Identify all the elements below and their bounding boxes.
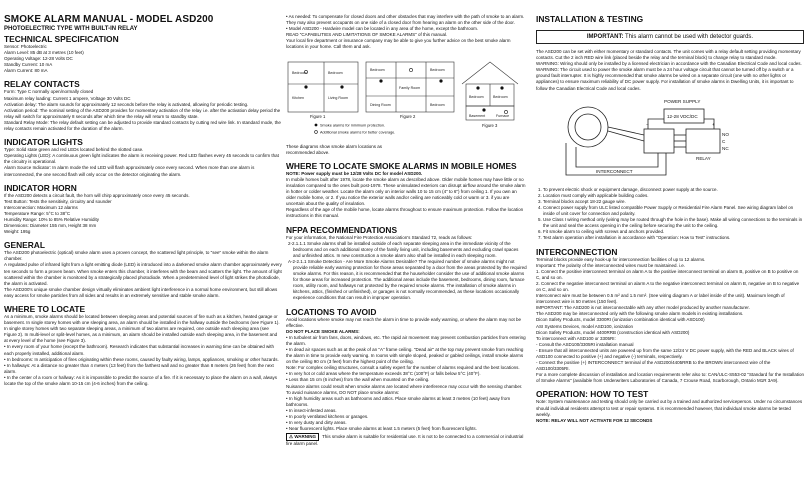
power-supply-label: POWER SUPPLY bbox=[664, 98, 701, 104]
mobile-note: NOTE: Power supply must be 12/28 Volts DC for model ASD200. bbox=[286, 170, 423, 176]
text-line: 1. To prevent electric shock or equipment damage, disconnect power supply at the source. bbox=[538, 186, 718, 192]
important-text: This alarm cannot be used with detector guards. bbox=[625, 34, 754, 40]
text-line: • In poorly ventilated kitchens or garages. bbox=[286, 414, 369, 420]
column-middle bbox=[286, 14, 527, 482]
text-line: - Connect the positive (+) INTERCONNECT terminal of the ASD200/4405RRB to the BROWN interconnect wire of the ASD100/3305RI. bbox=[536, 360, 771, 372]
text-line: Important: The polarity of the interconnected wires must be maintained. i.e. bbox=[536, 262, 685, 268]
interconnect-label: INTERCONNECT bbox=[596, 168, 633, 174]
text-line: Note: System maintenance and testing should only be carried out by a trained and authorized serviceperson. Under no circumstances should individual residents attempt to test or repair systems. It is recommended however, that individual smoke alarms be tested weekly. bbox=[536, 399, 803, 417]
text-line: 7. Test alarm operation after installation in accordance with "Operation: How to Test" instructions. bbox=[538, 235, 731, 241]
text-line: Test Button: Tests the sensitivity, circuitry and sounder bbox=[4, 198, 112, 204]
text-line: For a more complete discussion of installation and location requirements refer also to: CAN/ULC-S553-02 "Standard for the Installation of Smoke Alarms" (available from Underwriters Laboratories of Canada, 7 Crouse Road, Scarborough, Ontario M1R 3A9). bbox=[536, 372, 804, 384]
heading-mobile-homes: WHERE TO LOCATE SMOKE ALARMS IN MOBILE HOMES bbox=[286, 160, 517, 171]
text-line: Activation period: The nominal setting of the ASD200 provides for momentary activation of the relay i.e. after the activation delay period the relay will switch for approximately 8 seconds after which time the relay will return to standby state. bbox=[4, 107, 281, 119]
indicator-horn-lines bbox=[4, 193, 282, 236]
text-line: Dicon Safety Products, model 3300RI (ionization combination identical with ASD100) bbox=[536, 317, 705, 323]
smoke-alarm-marker bbox=[476, 86, 479, 89]
operation-note: NOTE: RELAY WILL NOT ACTIVATE FOR 12 SECONDS bbox=[536, 417, 653, 423]
room-label: Living Room bbox=[328, 95, 348, 100]
smoke-alarm-marker bbox=[379, 79, 382, 82]
text-line: • As needed: To compensate for closed doors and other obstacles that may interfere with the path of smoke to an alarm. They may also prevent occupants on one side of a closed door from hearing an alarm on the other side of the door. bbox=[286, 14, 525, 26]
text-line: - Consult the ASD100/3305RI installation manual bbox=[536, 341, 634, 347]
text-line: The ASD200 can be set with either momentary or standard contacts. The unit comes with a relay default setting providing momentary contacts. Cut the 2 inch RED wire link (placed beside the relay and the terminal block) to change relay to standard mode. bbox=[536, 49, 801, 61]
mobile-text: In mobile homes built after 1978, locate the smoke alarm as described above. Older mobile homes may have little or no insulation compared to the ones built post-1978. These uninsulated exteriors can disrupt airflow around the smoke alarm in hotter or colder weather. Locate the alarm only on interior walls 10 to 15 cm (4" to 6") from ceiling 1. If you own an older mobile home, or 2. If you notice the exterior walls and/or ceiling are noticeably cold or warm or 3. if you are uncertain about the quality of insulation. bbox=[286, 176, 526, 207]
column-right bbox=[536, 14, 804, 482]
relay-nc-label: NC bbox=[722, 145, 729, 151]
relay-lines bbox=[4, 89, 282, 132]
room-label: Family Room bbox=[399, 85, 421, 90]
installation-steps bbox=[536, 187, 804, 242]
text-line: • In bedrooms: In anticipation of fires originating within these rooms, caused by faulty wiring, lamps, appliances, smoking or other hazards. bbox=[4, 356, 279, 362]
text-line: • In every room of your home (except the bathroom). Research indicates that substantial increases in warning time can be obtained with each properly installed, additional alarm. bbox=[4, 344, 274, 356]
text-line: The ASD200 may be interconnected only with the following smoke alarm models in existing installations. bbox=[536, 311, 744, 317]
text-line: Operating Lights (LED): A continuous green light indicates the alarm is receiving power. Red LED flashes every 45 seconds to confirm that the circuitry is operational. bbox=[4, 153, 279, 165]
text-line: 5. Use Class I wiring method only (wiring may be routed through the hole in the base). Make all wiring connections to the terminals in the unit and seal the access opening in the ceiling before securing the unit to the ceiling. bbox=[538, 217, 803, 229]
heading-general: GENERAL bbox=[4, 240, 45, 251]
text-line: The ASD200 photoelectric (optical) smoke alarm uses a proven concept, the scattered light principle, to "see" smoke within the alarm chamber. bbox=[4, 250, 269, 262]
text-line: 1. Connect the positive interconnect terminal on alarm A to the positive interconnect terminal on alarm B, positive on B to positive on C, and so on. bbox=[536, 268, 799, 280]
text-line: • In hallways: At a distance no greater than 4 meters (13 feet) from the farthest wall and no greater than 8 meters (26 feet) from the next alarm. bbox=[4, 362, 274, 374]
indicator-lights-lines bbox=[4, 147, 282, 177]
text-line: Note: For complex ceiling structures, consult a safety expert for the number of alarms required and the best locations. bbox=[286, 365, 520, 371]
relay-no-label: NO bbox=[722, 131, 729, 137]
text-line: Humidity Range: 10% to 85% Relative Humidity bbox=[4, 216, 100, 222]
text-line: 2. Location must comply with applicable building codes. bbox=[538, 192, 649, 198]
important-banner bbox=[536, 30, 804, 44]
heading-relay-contacts: RELAY CONTACTS bbox=[4, 79, 80, 90]
wiring-diagram bbox=[536, 95, 804, 187]
important-key: IMPORTANT: bbox=[586, 34, 624, 40]
figure-3-caption: Figure 3 bbox=[482, 122, 498, 128]
text-line: Nuisance alarms could result when smoke alarms are located where interference may occur with the sensing chamber. To avoid nuisance alarms, DO NOT place smoke alarms: bbox=[286, 383, 523, 395]
document-title: SMOKE ALARM MANUAL - MODEL ASD200 bbox=[4, 14, 214, 25]
heading-indicator-lights: INDICATOR LIGHTS bbox=[4, 137, 83, 148]
heading-where-to-locate: WHERE TO LOCATE bbox=[4, 304, 86, 314]
location-figures bbox=[286, 54, 527, 144]
room-label: Dining Room bbox=[370, 102, 391, 107]
install-lines bbox=[536, 49, 804, 92]
text-line: Maximum relay loading: Current 1 ampere, Voltage 30 Volts DC bbox=[4, 95, 131, 101]
text-line: ASI Systems Devices, model ASD100, ionization bbox=[536, 323, 634, 329]
text-line: - Ensure that all interconnected units are powered up from the same 12/24 V DC power supply, with the RED and BLACK wires of ASD100 connected to positive (+) and negative (-) terminals, respectively. bbox=[536, 347, 794, 359]
text-line: Terminal blocks provide easy hook-up for interconnection facilities of up to 12 alarms. bbox=[536, 256, 706, 262]
text-line: Dicon Safety Products, model 4400RRB (construction identical with ASD200) bbox=[536, 329, 690, 335]
room-label: Basement bbox=[469, 113, 486, 118]
operation-lines bbox=[536, 399, 804, 417]
text-line: • In turbulent air from fans, doors, windows, etc. The rapid air movement may prevent combustion particles from entering the alarm. bbox=[286, 334, 526, 346]
text-line: Activation delay: The alarm sounds for approximately 12 seconds before the relay is activated, allowing for periodic testing. bbox=[4, 101, 249, 107]
text-line: Form: Type C normally open/normally closed bbox=[4, 89, 94, 95]
text-line: • Near fluorescent lights. Place smoke alarms at least 1.5 meters (5 feet) from fluorescent lights. bbox=[286, 426, 477, 432]
avoid-sub: DO NOT PLACE SMOKE ALARMS: bbox=[286, 328, 360, 334]
figure-1-plan bbox=[288, 62, 358, 112]
text-line: • Model ASD200 - Hardwire model can be located in any area of the home, except the bathroom. bbox=[286, 26, 479, 32]
text-line: A-2-2.1.1 Smoke Detection - Are More Smoke Alarms Desirable? The required number of smoke alarms might not provide reliable early warning protection for those areas separated by a door from the areas protected by the required smoke alarms. For this reason, it is recommended that the householder consider the use of additional smoke alarms for those areas for increased protection. The additional areas include the basement, bedrooms, dining room, furnace room, utility room, and hallways not protected by the required smoke alarms. The installation of smoke alarms in kitchens, attics, (finished or unfinished), or garages is not normally recommended, as these locations occasionally experience conditions that can result in improper operation. bbox=[288, 258, 527, 301]
interconnection-lines bbox=[536, 257, 804, 385]
smoke-alarm-marker bbox=[439, 79, 442, 82]
text-line: To interconnect with ASD100 or 3305RI: bbox=[536, 335, 616, 341]
room-label: Bedroom bbox=[430, 67, 445, 72]
text-line: Alarm Current: 80 mA bbox=[4, 68, 48, 74]
voltage-label: 12-28 VDC/DC bbox=[667, 113, 698, 119]
heading-indicator-horn: INDICATOR HORN bbox=[4, 182, 77, 193]
relay-c-label: C bbox=[722, 138, 726, 144]
warning-text: This smoke alarm is suitable for residential use. It is not to be connected to a commercial or industrial fire alarm panel. bbox=[286, 434, 524, 447]
text-line: Alarm Source Indicator: In alarm mode the red LED will flash approximately once every second. When more than one alarm is interconnected, the one second flash will only occur on the detector originating the alarm. bbox=[4, 165, 255, 177]
relay-label: RELAY bbox=[696, 155, 711, 161]
nfpa-intro: For your information, the National Fire Protection Association's Standard 72, reads as follows: bbox=[286, 234, 473, 240]
text-line: Interconnection: Maximum 12 alarms bbox=[4, 204, 78, 210]
legend-additional: Additional smoke alarms for better coverage. bbox=[320, 130, 396, 135]
tech-spec-lines bbox=[4, 44, 282, 74]
smoke-alarm-marker bbox=[482, 108, 485, 111]
text-line: Your local fire department or insurance company may be able to give you further advice on the best smoke alarm locations in your home. Call them and ask. bbox=[286, 38, 511, 50]
column-left bbox=[4, 14, 282, 482]
text-line: 2-2.1.1.1 Smoke alarms shall be installed outside of each separate sleeping area in the immediate vicinity of the bedrooms and on each additional storey of the family living unit, including basements and excluding crawl spaces and unfinished attics. In new construction a smoke alarm also shall be installed in each sleeping room. bbox=[288, 240, 519, 258]
text-line: • In dead air spaces such as at the peak of an "A" frame ceiling. "Dead air" at the top may prevent smoke from reaching the alarm in time to provide early warning. In rooms with simple sloped, peaked or gabled ceilings, install smoke alarms on the ceiling 90 cm (3 feet) from the highest point of the ceiling. bbox=[286, 347, 524, 365]
room-label: Bedroom bbox=[493, 94, 508, 99]
heading-nfpa: NFPA RECOMMENDATIONS bbox=[286, 224, 398, 235]
warning-tag-label: WARNING bbox=[294, 434, 317, 440]
text-line: Weight: 195g bbox=[4, 229, 31, 235]
figure-3-house bbox=[462, 62, 518, 84]
text-line: Operating Voltage: 12-28 Volts DC bbox=[4, 56, 73, 62]
text-line: A regulated pulse of infrared light from a light emitting diode (LED) is introduced into a darkened smoke alarm chamber approximately every ten seconds to form a proven beam. When smoke enters this chamber, it interferes with the beam and scatters the light. The amount of light scattered within the chamber is monitored by a strategically placed photodiode. When a predetermined level of light strikes the photodiode, the alarm is activated. bbox=[4, 262, 282, 286]
heading-interconnection: INTERCONNECTION bbox=[536, 246, 618, 257]
text-line: IMPORTANT: The ASD200 is not interconnectable with any other model produced by another manufacturer. bbox=[536, 305, 750, 311]
plus-terminal-label: + bbox=[712, 121, 715, 127]
middle-top-lines bbox=[286, 14, 527, 51]
warning-block bbox=[286, 433, 527, 447]
heading-locations-to-avoid: LOCATIONS TO AVOID bbox=[286, 306, 377, 317]
text-line: READ "CAPABILITIES AND LIMITATIONS OF SMOKE ALARMS" of this manual. bbox=[286, 32, 448, 38]
minus-terminal-label: − bbox=[646, 121, 649, 127]
where-to-locate-bullets bbox=[4, 344, 282, 387]
figure-1-caption: Figure 1 bbox=[310, 113, 326, 119]
text-line: Type: Solid state green and red LEDs located behind the slotted case. bbox=[4, 147, 144, 153]
text-line: 3. Terminal blocks accept 18-22 gauge wire. bbox=[538, 198, 626, 204]
terminal-block bbox=[644, 129, 674, 153]
room-label: Kitchen bbox=[292, 95, 304, 100]
general-lines bbox=[4, 250, 282, 299]
where-to-locate-intro: As a minimum, smoke alarms should be located between sleeping areas and potential sources of fire such as a kitchen, heated garage or basement. In single storey homes with one sleeping area, an alarm should be installed in the hallway outside the bedrooms (see Figure 1). In single storey homes with two separate sleeping areas, a minimum of two alarms are required, one outside each sleeping area (see Figure 2). In multi-level or split-level homes, as a minimum, an alarm should be installed outside each sleeping area, in the basement and at every level of the home (see Figure 3). bbox=[4, 314, 280, 344]
text-line: • In insect-infested areas. bbox=[286, 407, 337, 413]
text-line: Interconnect wire must be between 0.5 m² and 1.5 mm². (See wiring diagram A or label inside of the unit). Maximum length of interconnect wire is 50 metres (150 feet). bbox=[536, 293, 785, 305]
document-subtitle: PHOTOELECTRIC TYPE WITH BUILT-IN RELAY bbox=[4, 26, 138, 32]
text-line: Alarm Level: 85 dB at 3 metres (10 feet) bbox=[4, 50, 84, 56]
avoid-intro: Avoid locations where smoke may not reach the alarm in time to provide early warning, or where the alarm may not be effective. bbox=[286, 316, 522, 328]
text-line: WARNING: Wiring should only be installed by a licensed electrician in accordance with the Canadian Electrical Code and local codes. bbox=[536, 61, 802, 67]
room-label: Bedroom bbox=[292, 70, 307, 75]
heading-operation: OPERATION: HOW TO TEST bbox=[536, 389, 649, 400]
text-line: 4. Connect power supply from ULC listed compatible Power Supply or Residential Fire Alarm Panel. See wiring diagram label on inside of unit cover for connection and polarity. bbox=[538, 204, 794, 217]
heading-installation-testing: INSTALLATION & TESTING bbox=[536, 14, 644, 24]
text-line: WARNING: The circuit used to power the smoke alarm must be a 24 hour voltage circuit that cannot be turned off by a switch or a ground fault interrupter. It is highly recommended that smoke alarms be wired on a separate circuit (one with no other lights or appliances) to ensure maximum reliability of DC power supply. For installation of smoke alarms in Dwelling Units, it is important to follow the Canadian Electrical Code and local codes. bbox=[536, 67, 794, 91]
room-label: Bedroom bbox=[328, 70, 343, 75]
warning-icon: ⚠ bbox=[289, 434, 294, 440]
text-line: 6. Fit smoke alarm to ceiling with screws and anchors provided. bbox=[538, 229, 665, 235]
diagram-note: These diagrams show smoke alarm locations as recommended above. bbox=[286, 143, 383, 155]
text-line: The ASD200's unique smoke chamber design virtually eliminates ambient light interference in a normal home environment, but still allows easy access for smoke particles from all sides and results in an extremely sensitive and stable smoke alarm. bbox=[4, 286, 278, 298]
room-label: Bedroom bbox=[430, 102, 445, 107]
text-line: Standard Relay Mode: The relay default setting can be adjusted to provide standard contacts by cutting red wire link. In standard mode, the relay contacts remain activated for the duration of the alarm. bbox=[4, 119, 281, 132]
room-label: Bedroom bbox=[370, 67, 385, 72]
smoke-alarm-marker bbox=[500, 86, 503, 89]
figure-2-caption: Figure 2 bbox=[400, 113, 416, 119]
text-line: Standby Current: 10 mA bbox=[4, 62, 53, 68]
text-line: • In very hot or cold areas where the temperature exceeds 38°C (100°F) or falls below 5°C (40°F). bbox=[286, 371, 481, 377]
relay-block bbox=[686, 129, 720, 153]
room-label: Furnace bbox=[496, 113, 510, 118]
alarm-unit-a bbox=[568, 107, 608, 147]
alarm-unit-b bbox=[575, 114, 601, 140]
text-line: If the ASD200 detects a circuit fault, the horn will chirp approximately once every 45 seconds. bbox=[4, 192, 190, 198]
room-label: Bedroom bbox=[469, 94, 484, 99]
additional-alarm-marker bbox=[409, 68, 412, 71]
text-line: • Less than 15 cm (6 inches) from the wall when mounted on the ceiling. bbox=[286, 377, 430, 383]
warning-tag bbox=[286, 433, 319, 441]
avoid-bullets bbox=[286, 335, 527, 433]
nfpa-items bbox=[286, 241, 527, 302]
text-line: Sensor: Photoelectric bbox=[4, 44, 47, 49]
smoke-alarm-marker bbox=[304, 85, 307, 88]
text-line: Temperature Range: 5°C to 38°C bbox=[4, 210, 71, 216]
text-line: • In very dusty and dirty areas. bbox=[286, 420, 347, 426]
text-line: 2. Connect the negative interconnect terminal on alarm A to the negative interconnect terminal on alarm B, negative on B to negative on C, and so on. bbox=[536, 280, 800, 292]
heading-technical-specification: TECHNICAL SPECIFICATION bbox=[4, 34, 119, 44]
mobile-text-2: Regardless of the age of the mobile home, locate alarms throughout to ensure maximum protection. Follow the location instructions in this manual. bbox=[286, 207, 524, 219]
text-line: Dimensions: Diameter 155 mm, Height 38 mm bbox=[4, 223, 97, 229]
text-line: • In high humidity areas such as bathrooms and attics. Place smoke alarms at least 3 metres (10 feet) away from bathrooms. bbox=[286, 395, 511, 407]
legend-minimum: Smoke alarms for minimum protection. bbox=[320, 123, 385, 128]
smoke-alarm-marker bbox=[340, 85, 343, 88]
text-line: • In the center of a room or hallway: As it is impossible to predict the source of a fire. If it is necessary to place the alarm on a wall, always locate the top of the smoke alarm 10-15 cm (4-6 inches) from the ceiling. bbox=[4, 374, 277, 387]
